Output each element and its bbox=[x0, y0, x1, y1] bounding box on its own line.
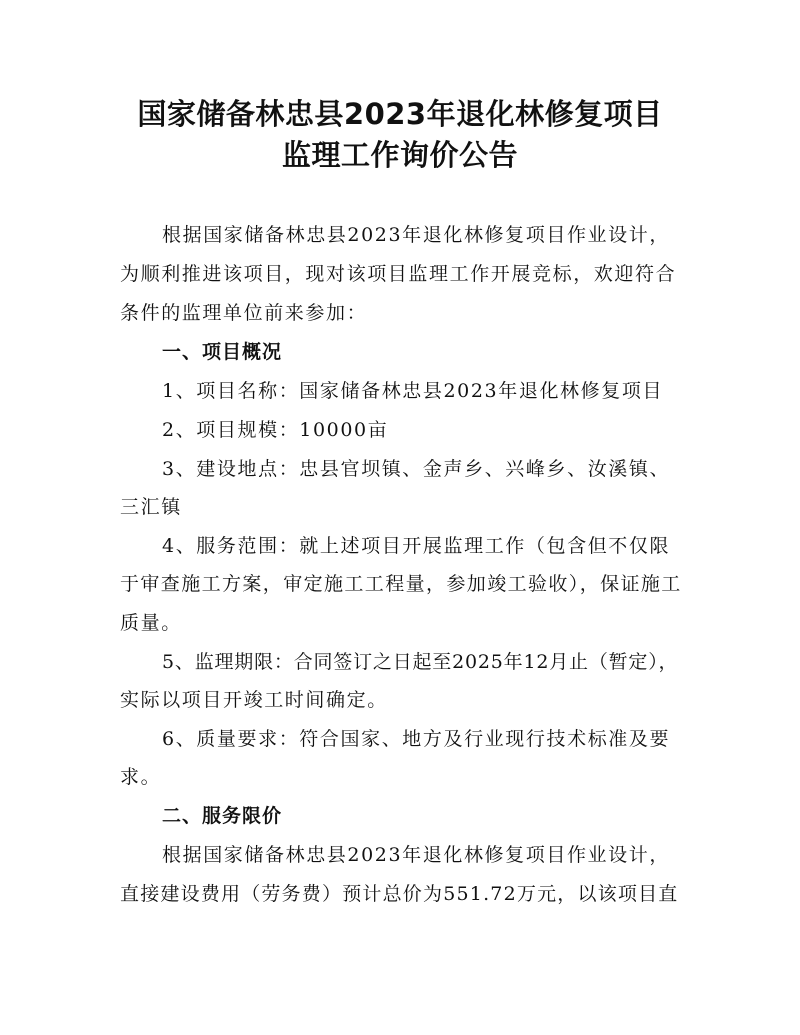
intro-line-2: 为顺利推进该项目，现对该项目监理工作开展竞标，欢迎符合 bbox=[120, 263, 677, 285]
location-item-line-1: 3、建设地点：忠县官坝镇、金声乡、兴峰乡、汝溪镇、 bbox=[162, 458, 671, 480]
service-scope-line-3: 质量。 bbox=[120, 612, 182, 634]
document-title-line1: 国家储备林忠县2023年退化林修复项目 bbox=[137, 97, 663, 131]
section1-heading: 一、项目概况 bbox=[162, 341, 283, 363]
location-item-line-2: 三汇镇 bbox=[120, 496, 182, 518]
document-title-line2: 监理工作询价公告 bbox=[281, 138, 518, 172]
intro-line-3: 条件的监理单位前来参加： bbox=[120, 302, 368, 324]
supervision-period-line-1: 5、监理期限：合同签订之日起至2025年12月止（暂定）， bbox=[162, 651, 679, 673]
project-scale-item: 2、项目规模：10000亩 bbox=[162, 419, 389, 441]
service-scope-line-2: 于审查施工方案，审定施工工程量，参加竣工验收），保证施工 bbox=[120, 573, 682, 595]
intro-line-1: 根据国家储备林忠县2023年退化林修复项目作业设计， bbox=[162, 224, 670, 246]
supervision-period-line-2: 实际以项目开竣工时间确定。 bbox=[120, 689, 388, 711]
service-scope-line-1: 4、服务范围：就上述项目开展监理工作（包含但不仅限 bbox=[162, 535, 671, 557]
price-limit-line-2: 直接建设费用（劳务费）预计总价为551.72万元，以该项目直 bbox=[120, 883, 679, 905]
section2-heading: 二、服务限价 bbox=[162, 805, 283, 827]
quality-requirement-line-1: 6、质量要求：符合国家、地方及行业现行技术标准及要 bbox=[162, 728, 671, 750]
project-name-item: 1、项目名称：国家储备林忠县2023年退化林修复项目 bbox=[162, 380, 664, 402]
quality-requirement-line-2: 求。 bbox=[120, 766, 162, 788]
price-limit-line-1: 根据国家储备林忠县2023年退化林修复项目作业设计， bbox=[162, 844, 670, 866]
